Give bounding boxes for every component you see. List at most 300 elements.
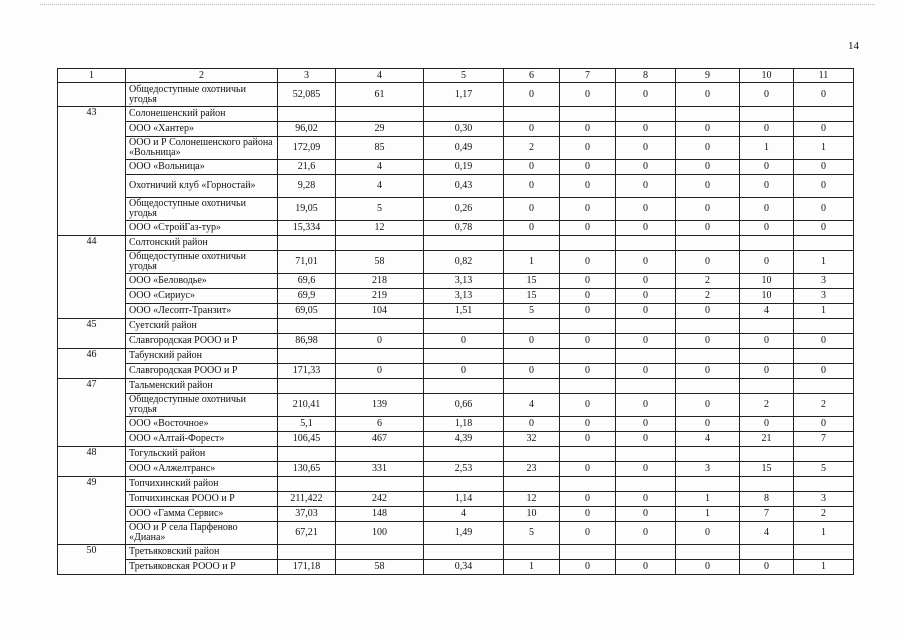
header-cell: 7 (560, 69, 616, 83)
value-cell: 10 (740, 274, 794, 289)
value-cell: 0 (794, 160, 854, 175)
value-cell: 23 (504, 462, 560, 477)
value-cell: 58 (336, 251, 424, 274)
value-cell: 58 (336, 560, 424, 575)
table-row (58, 560, 854, 575)
value-cell: 0 (560, 198, 616, 221)
table-body (58, 69, 854, 575)
value-cell: 4 (740, 522, 794, 545)
value-cell: 0 (740, 417, 794, 432)
header-cell: 2 (126, 69, 278, 83)
value-cell: 0 (560, 522, 616, 545)
value-cell: 15 (504, 274, 560, 289)
value-cell: 67,21 (278, 522, 336, 545)
empty-cell (616, 545, 676, 560)
empty-cell (560, 447, 616, 462)
empty-cell (740, 447, 794, 462)
empty-cell (794, 236, 854, 251)
value-cell: 1 (740, 137, 794, 160)
value-cell: 4 (336, 175, 424, 198)
empty-cell (278, 319, 336, 334)
value-cell: 0 (616, 522, 676, 545)
table-row (58, 137, 854, 160)
empty-cell (676, 379, 740, 394)
empty-cell (504, 545, 560, 560)
header-cell: 5 (424, 69, 504, 83)
value-cell: 10 (504, 507, 560, 522)
empty-cell (504, 107, 560, 122)
value-cell: 61 (336, 83, 424, 107)
organization-name: Охотничий клуб «Горностай» (126, 175, 278, 198)
empty-cell (740, 319, 794, 334)
empty-cell (740, 379, 794, 394)
row-number (58, 83, 126, 107)
value-cell: 467 (336, 432, 424, 447)
row-number: 50 (58, 545, 126, 575)
value-cell: 242 (336, 492, 424, 507)
organization-name: Славгородская РООО и Р (126, 334, 278, 349)
value-cell: 0,30 (424, 122, 504, 137)
empty-cell (336, 379, 424, 394)
value-cell: 9,28 (278, 175, 336, 198)
empty-cell (676, 447, 740, 462)
value-cell: 1,17 (424, 83, 504, 107)
scan-edge-line (40, 4, 875, 5)
value-cell: 0 (504, 364, 560, 379)
value-cell: 4 (424, 507, 504, 522)
value-cell: 0 (560, 432, 616, 447)
value-cell: 2 (676, 289, 740, 304)
value-cell: 5 (794, 462, 854, 477)
value-cell: 0 (794, 175, 854, 198)
table-row (58, 432, 854, 447)
empty-cell (676, 236, 740, 251)
value-cell: 0 (676, 122, 740, 137)
value-cell: 0,82 (424, 251, 504, 274)
value-cell: 0,26 (424, 198, 504, 221)
value-cell: 0 (616, 274, 676, 289)
value-cell: 0 (676, 83, 740, 107)
value-cell: 0,43 (424, 175, 504, 198)
district-name: Топчихинский район (126, 477, 278, 492)
value-cell: 0 (740, 198, 794, 221)
value-cell: 0 (794, 83, 854, 107)
value-cell: 0 (560, 221, 616, 236)
empty-cell (504, 319, 560, 334)
empty-cell (794, 319, 854, 334)
value-cell: 0,19 (424, 160, 504, 175)
value-cell: 0 (504, 221, 560, 236)
table-row (58, 417, 854, 432)
value-cell: 171,18 (278, 560, 336, 575)
value-cell: 0 (676, 334, 740, 349)
empty-cell (278, 477, 336, 492)
empty-cell (740, 107, 794, 122)
table-row (58, 462, 854, 477)
empty-cell (560, 107, 616, 122)
table-row (58, 122, 854, 137)
organization-name: ООО «СтройГаз-тур» (126, 221, 278, 236)
value-cell: 171,33 (278, 364, 336, 379)
empty-cell (424, 379, 504, 394)
value-cell: 0 (560, 507, 616, 522)
value-cell: 69,05 (278, 304, 336, 319)
value-cell: 1 (676, 507, 740, 522)
empty-cell (278, 379, 336, 394)
empty-cell (794, 349, 854, 364)
value-cell: 1 (504, 251, 560, 274)
value-cell: 0 (676, 137, 740, 160)
hunting-grounds-table (57, 68, 854, 575)
value-cell: 0 (504, 334, 560, 349)
value-cell: 0 (424, 364, 504, 379)
row-number: 46 (58, 349, 126, 379)
value-cell: 130,65 (278, 462, 336, 477)
value-cell: 0 (616, 289, 676, 304)
empty-cell (504, 349, 560, 364)
empty-cell (676, 349, 740, 364)
value-cell: 21 (740, 432, 794, 447)
header-cell: 6 (504, 69, 560, 83)
value-cell: 0 (676, 198, 740, 221)
value-cell: 19,05 (278, 198, 336, 221)
value-cell: 15,334 (278, 221, 336, 236)
empty-cell (560, 349, 616, 364)
value-cell: 0 (616, 560, 676, 575)
value-cell: 172,09 (278, 137, 336, 160)
value-cell: 1,18 (424, 417, 504, 432)
organization-name: Славгородская РООО и Р (126, 364, 278, 379)
value-cell: 106,45 (278, 432, 336, 447)
empty-cell (740, 545, 794, 560)
table-row (58, 251, 854, 274)
header-row (58, 69, 854, 83)
empty-cell (794, 545, 854, 560)
district-row (58, 319, 854, 334)
value-cell: 0 (504, 83, 560, 107)
header-cell: 1 (58, 69, 126, 83)
value-cell: 6 (336, 417, 424, 432)
empty-cell (676, 107, 740, 122)
organization-name: Общедоступные охотничьи угодья (126, 251, 278, 274)
value-cell: 0 (740, 334, 794, 349)
value-cell: 0 (794, 417, 854, 432)
value-cell: 0 (794, 334, 854, 349)
value-cell: 0 (504, 198, 560, 221)
empty-cell (424, 236, 504, 251)
value-cell: 0 (560, 137, 616, 160)
district-row (58, 477, 854, 492)
district-row (58, 545, 854, 560)
empty-cell (278, 349, 336, 364)
empty-cell (504, 447, 560, 462)
value-cell: 218 (336, 274, 424, 289)
value-cell: 0 (676, 560, 740, 575)
value-cell: 4 (676, 432, 740, 447)
value-cell: 219 (336, 289, 424, 304)
organization-name: ООО «Беловодье» (126, 274, 278, 289)
empty-cell (278, 236, 336, 251)
value-cell: 139 (336, 394, 424, 417)
value-cell: 0 (616, 175, 676, 198)
value-cell: 2 (676, 274, 740, 289)
value-cell: 0 (676, 251, 740, 274)
value-cell: 7 (740, 507, 794, 522)
value-cell: 52,085 (278, 83, 336, 107)
value-cell: 0 (676, 175, 740, 198)
value-cell: 1,51 (424, 304, 504, 319)
value-cell: 15 (740, 462, 794, 477)
value-cell: 7 (794, 432, 854, 447)
value-cell: 0 (560, 417, 616, 432)
table-row (58, 274, 854, 289)
value-cell: 0 (616, 251, 676, 274)
header-cell: 8 (616, 69, 676, 83)
district-name: Солтонский район (126, 236, 278, 251)
table-row (58, 522, 854, 545)
value-cell: 3 (794, 289, 854, 304)
value-cell: 0 (504, 175, 560, 198)
value-cell: 0 (740, 560, 794, 575)
value-cell: 1,49 (424, 522, 504, 545)
value-cell: 0 (560, 251, 616, 274)
value-cell: 0 (560, 462, 616, 477)
value-cell: 100 (336, 522, 424, 545)
value-cell: 2 (504, 137, 560, 160)
value-cell: 0 (676, 394, 740, 417)
empty-cell (616, 447, 676, 462)
empty-cell (794, 379, 854, 394)
empty-cell (424, 349, 504, 364)
value-cell: 0 (676, 221, 740, 236)
value-cell: 3 (794, 274, 854, 289)
value-cell: 5,1 (278, 417, 336, 432)
organization-name: Общедоступные охотничьи угодья (126, 394, 278, 417)
table-row (58, 289, 854, 304)
table-row (58, 304, 854, 319)
organization-name: ООО «Алтай-Форест» (126, 432, 278, 447)
value-cell: 0 (740, 221, 794, 236)
header-cell: 4 (336, 69, 424, 83)
value-cell: 0 (616, 137, 676, 160)
organization-name: ООО и Р села Парфеново «Диана» (126, 522, 278, 545)
value-cell: 5 (336, 198, 424, 221)
table-row (58, 394, 854, 417)
organization-name: ООО «Восточное» (126, 417, 278, 432)
value-cell: 0 (794, 198, 854, 221)
organization-name: Третьяковская РООО и Р (126, 560, 278, 575)
value-cell: 29 (336, 122, 424, 137)
value-cell: 0 (504, 417, 560, 432)
table-row (58, 83, 854, 107)
district-name: Солонешенский район (126, 107, 278, 122)
value-cell: 0 (794, 364, 854, 379)
district-row (58, 236, 854, 251)
value-cell: 0 (676, 522, 740, 545)
organization-name: ООО «Гамма Сервис» (126, 507, 278, 522)
value-cell: 1,14 (424, 492, 504, 507)
table-row (58, 507, 854, 522)
empty-cell (424, 477, 504, 492)
empty-cell (424, 107, 504, 122)
value-cell: 2 (794, 507, 854, 522)
value-cell: 1 (794, 522, 854, 545)
value-cell: 0 (560, 160, 616, 175)
value-cell: 0 (616, 160, 676, 175)
district-name: Тогульский район (126, 447, 278, 462)
empty-cell (794, 107, 854, 122)
value-cell: 0 (560, 394, 616, 417)
empty-cell (560, 319, 616, 334)
empty-cell (278, 545, 336, 560)
empty-cell (424, 545, 504, 560)
value-cell: 210,41 (278, 394, 336, 417)
district-row (58, 447, 854, 462)
table-row (58, 198, 854, 221)
value-cell: 3,13 (424, 289, 504, 304)
value-cell: 0 (740, 122, 794, 137)
table-row (58, 221, 854, 236)
value-cell: 0 (504, 122, 560, 137)
empty-cell (278, 447, 336, 462)
value-cell: 0 (740, 364, 794, 379)
empty-cell (560, 236, 616, 251)
empty-cell (616, 379, 676, 394)
value-cell: 0 (676, 417, 740, 432)
value-cell: 71,01 (278, 251, 336, 274)
value-cell: 2,53 (424, 462, 504, 477)
value-cell: 15 (504, 289, 560, 304)
value-cell: 211,422 (278, 492, 336, 507)
value-cell: 0 (616, 221, 676, 236)
empty-cell (504, 236, 560, 251)
organization-name: ООО и Р Солонешенского района «Вольница» (126, 137, 278, 160)
header-cell: 11 (794, 69, 854, 83)
value-cell: 0 (560, 334, 616, 349)
value-cell: 4,39 (424, 432, 504, 447)
empty-cell (278, 107, 336, 122)
value-cell: 21,6 (278, 160, 336, 175)
value-cell: 0 (616, 462, 676, 477)
value-cell: 0 (504, 160, 560, 175)
header-cell: 9 (676, 69, 740, 83)
empty-cell (560, 545, 616, 560)
value-cell: 0 (560, 274, 616, 289)
organization-name: ООО «Лесопт-Транзит» (126, 304, 278, 319)
empty-cell (336, 447, 424, 462)
value-cell: 69,6 (278, 274, 336, 289)
empty-cell (676, 319, 740, 334)
organization-name: ООО «Алжелтранс» (126, 462, 278, 477)
value-cell: 4 (740, 304, 794, 319)
value-cell: 69,9 (278, 289, 336, 304)
value-cell: 0 (616, 304, 676, 319)
value-cell: 10 (740, 289, 794, 304)
value-cell: 0 (616, 492, 676, 507)
row-number: 49 (58, 477, 126, 545)
value-cell: 0 (560, 83, 616, 107)
value-cell: 1 (794, 251, 854, 274)
empty-cell (336, 545, 424, 560)
empty-cell (616, 477, 676, 492)
district-name: Третьяковский район (126, 545, 278, 560)
row-number: 44 (58, 236, 126, 319)
page-number: 14 (848, 40, 859, 52)
value-cell: 0 (616, 334, 676, 349)
empty-cell (616, 236, 676, 251)
value-cell: 0 (616, 364, 676, 379)
value-cell: 1 (794, 304, 854, 319)
value-cell: 5 (504, 304, 560, 319)
value-cell: 0,66 (424, 394, 504, 417)
row-number: 45 (58, 319, 126, 349)
value-cell: 0 (616, 198, 676, 221)
value-cell: 0 (560, 560, 616, 575)
district-name: Табунский район (126, 349, 278, 364)
empty-cell (336, 319, 424, 334)
value-cell: 86,98 (278, 334, 336, 349)
empty-cell (676, 545, 740, 560)
value-cell: 3,13 (424, 274, 504, 289)
empty-cell (794, 447, 854, 462)
value-cell: 3 (794, 492, 854, 507)
value-cell: 96,02 (278, 122, 336, 137)
value-cell: 0 (560, 175, 616, 198)
value-cell: 12 (336, 221, 424, 236)
value-cell: 2 (794, 394, 854, 417)
value-cell: 0 (560, 364, 616, 379)
organization-name: ООО «Хантер» (126, 122, 278, 137)
empty-cell (616, 107, 676, 122)
value-cell: 37,03 (278, 507, 336, 522)
empty-cell (424, 319, 504, 334)
empty-cell (424, 447, 504, 462)
value-cell: 0 (560, 304, 616, 319)
empty-cell (336, 349, 424, 364)
empty-cell (560, 477, 616, 492)
value-cell: 32 (504, 432, 560, 447)
value-cell: 331 (336, 462, 424, 477)
value-cell: 0 (616, 432, 676, 447)
value-cell: 12 (504, 492, 560, 507)
value-cell: 0 (336, 364, 424, 379)
empty-cell (504, 379, 560, 394)
empty-cell (336, 107, 424, 122)
table-row (58, 364, 854, 379)
value-cell: 85 (336, 137, 424, 160)
value-cell: 0 (560, 122, 616, 137)
value-cell: 0 (740, 83, 794, 107)
empty-cell (794, 477, 854, 492)
row-number: 48 (58, 447, 126, 477)
value-cell: 0 (676, 304, 740, 319)
empty-cell (336, 477, 424, 492)
value-cell: 0 (676, 364, 740, 379)
organization-name: ООО «Сириус» (126, 289, 278, 304)
row-number: 47 (58, 379, 126, 447)
value-cell: 4 (504, 394, 560, 417)
value-cell: 0 (616, 83, 676, 107)
empty-cell (560, 379, 616, 394)
value-cell: 0 (740, 251, 794, 274)
value-cell: 148 (336, 507, 424, 522)
table-row (58, 175, 854, 198)
district-name: Суетский район (126, 319, 278, 334)
table-row (58, 334, 854, 349)
empty-cell (336, 236, 424, 251)
empty-cell (740, 236, 794, 251)
empty-cell (616, 319, 676, 334)
